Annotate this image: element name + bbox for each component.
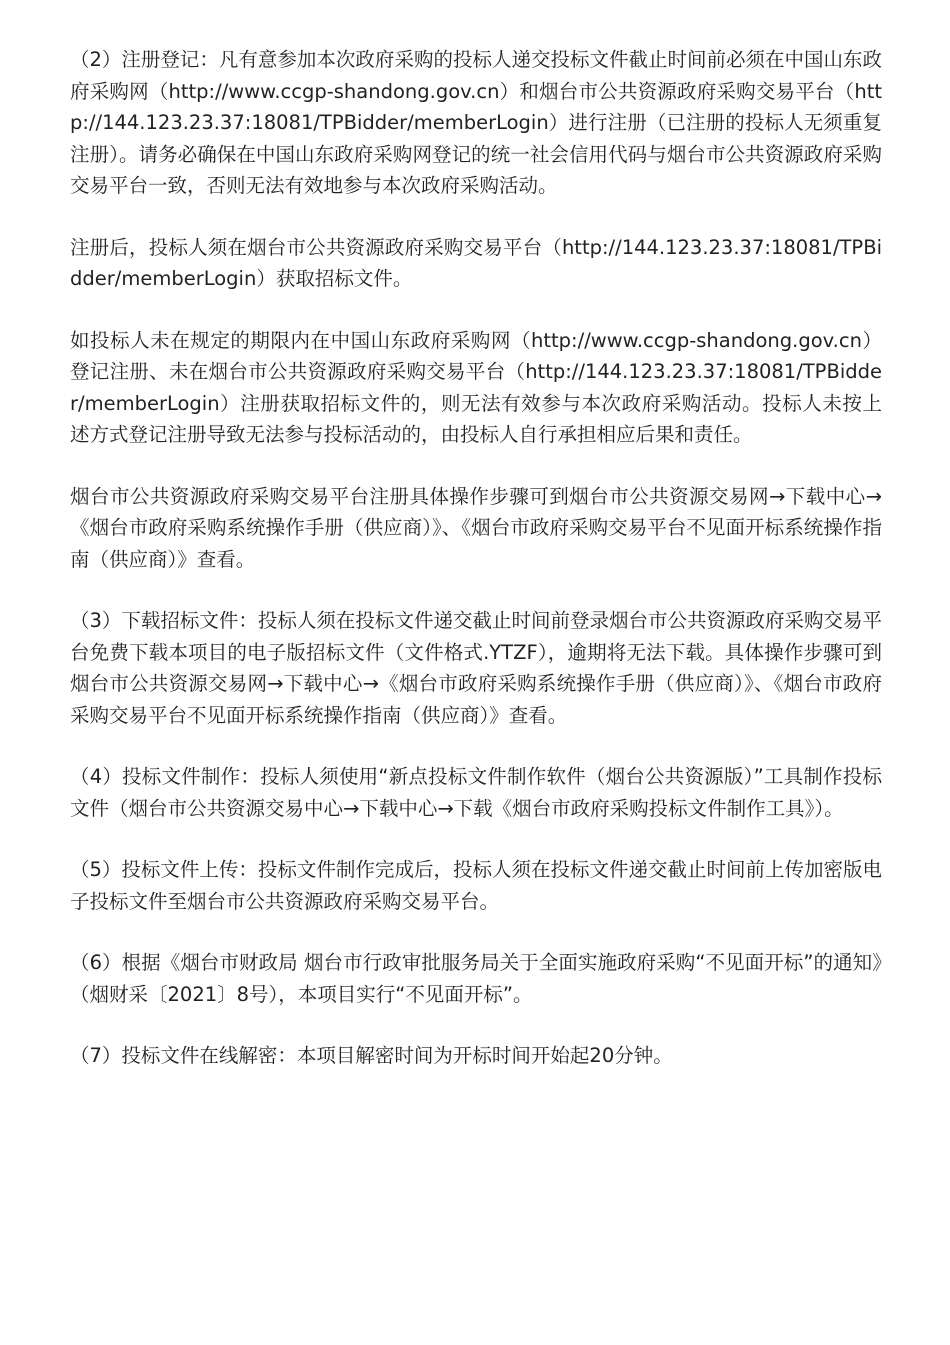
paragraph-online-decryption: （7）投标文件在线解密：本项目解密时间为开标时间开始起20分钟。 — [70, 1044, 673, 1067]
paragraph-bid-upload: （5）投标文件上传：投标文件制作完成后，投标人须在投标文件递交截止时间前上传加密版电子投标文件至烟台市公共资源政府采购交易平台。 — [70, 858, 882, 913]
paragraph-unregistered-consequence: 如投标人未在规定的期限内在中国山东政府采购网（http://www.ccgp-shandong.gov.cn）登记注册、未在烟台市公共资源政府采购交易平台（http://144.123.23.37:18081/TPBidder/memberLogin）注册获取招标文件的，则无法有效参与本次政府采购活动。投标人未按上述方式登记注册导致无法参与投标活动的，由投标人自行承担相应后果和责任。 — [70, 328, 882, 446]
paragraph-registration: （2）注册登记：凡有意参加本次政府采购的投标人递交投标文件截止时间前必须在中国山东政府采购网（http://www.ccgp-shandong.gov.cn）和烟台市公共资源政府采购交易平台（http://144.123.23.37:18081/TPBidder/memberLogin）进行注册（已注册的投标人无须重复注册）。请务必确保在中国山东政府采购网登记的统一社会信用代码与烟台市公共资源政府采购交易平台一致，否则无法有效地参与本次政府采购活动。 — [70, 48, 882, 197]
paragraph-after-registration: 注册后，投标人须在烟台市公共资源政府采购交易平台（http://144.123.23.37:18081/TPBidder/memberLogin）获取招标文件。 — [70, 235, 882, 290]
paragraph-bid-preparation: （4）投标文件制作：投标人须使用“新点投标文件制作软件（烟台公共资源版）”工具制作投标文件（烟台市公共资源交易中心→下载中心→下载《烟台市政府采购投标文件制作工具》）。 — [70, 765, 882, 820]
paragraph-download-tender: （3）下载招标文件：投标人须在投标文件递交截止时间前登录烟台市公共资源政府采购交易平台免费下载本项目的电子版招标文件（文件格式.YTZF），逾期将无法下载。具体操作步骤可到烟台市公共资源交易网→下载中心→《烟台市政府采购系统操作手册（供应商）》、《烟台市政府采购交易平台不见面开标系统操作指南（供应商）》查看。 — [70, 609, 882, 727]
document-body — [70, 44, 882, 1102]
paragraph-remote-opening: （6）根据《烟台市财政局 烟台市行政审批服务局关于全面实施政府采购“不见面开标”的通知》（烟财采〔2021〕8号），本项目实行“不见面开标”。 — [70, 951, 882, 1006]
paragraph-registration-steps: 烟台市公共资源政府采购交易平台注册具体操作步骤可到烟台市公共资源交易网→下载中心→《烟台市政府采购系统操作手册（供应商）》、《烟台市政府采购交易平台不见面开标系统操作指南（供应商）》查看。 — [70, 484, 882, 571]
